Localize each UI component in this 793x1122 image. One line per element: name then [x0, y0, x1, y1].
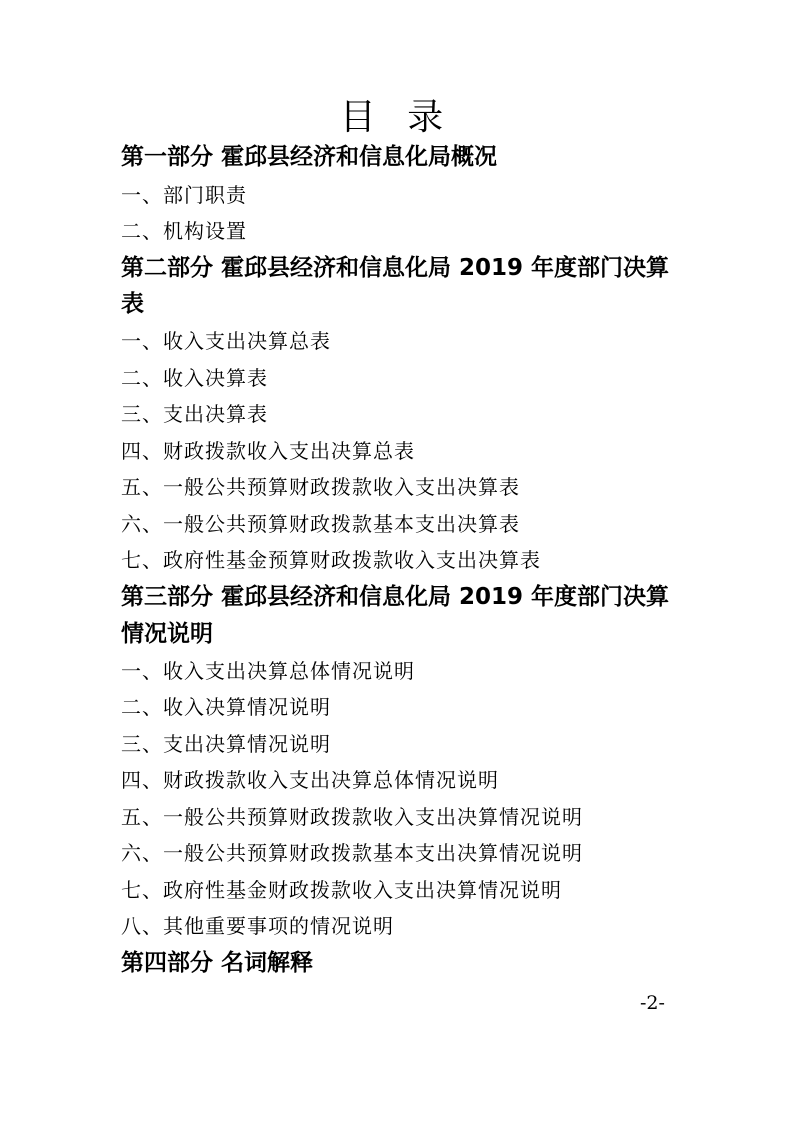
- part1-heading: 第一部分 霍邱县经济和信息化局概况: [121, 144, 498, 170]
- toc-item: 五、一般公共预算财政拨款收入支出决算表: [121, 475, 520, 499]
- toc-item: 七、政府性基金预算财政拨款收入支出决算表: [121, 548, 541, 572]
- toc-item: 一、收入支出决算总体情况说明: [121, 659, 415, 683]
- toc-item: 四、财政拨款收入支出决算总体情况说明: [121, 768, 499, 792]
- toc-item: 八、其他重要事项的情况说明: [121, 914, 394, 938]
- toc-item: 六、一般公共预算财政拨款基本支出决算表: [121, 512, 520, 536]
- part2-heading-line1: 第二部分 霍邱县经济和信息化局 2019 年度部门决算: [121, 255, 670, 281]
- toc-item: 三、支出决算表: [121, 402, 268, 426]
- toc-item: 六、一般公共预算财政拨款基本支出决算情况说明: [121, 841, 583, 865]
- part2-heading-line2: 表: [121, 291, 144, 317]
- toc-item: 七、政府性基金财政拨款收入支出决算情况说明: [121, 878, 562, 902]
- part3-heading-line1: 第三部分 霍邱县经济和信息化局 2019 年度部门决算: [121, 584, 670, 610]
- part3-heading-line2: 情况说明: [121, 621, 213, 647]
- page-title: 目 录: [339, 97, 454, 138]
- toc-item: 二、收入决算情况说明: [121, 695, 331, 719]
- toc-item: 二、机构设置: [121, 219, 247, 243]
- toc-item: 四、财政拨款收入支出决算总表: [121, 439, 415, 463]
- toc-item: 一、部门职责: [121, 183, 247, 207]
- part4-heading: 第四部分 名词解释: [121, 950, 314, 976]
- toc-item: 三、支出决算情况说明: [121, 732, 331, 756]
- page-number: -2-: [640, 992, 665, 1014]
- toc-item: 二、收入决算表: [121, 366, 268, 390]
- toc-item: 一、收入支出决算总表: [121, 329, 331, 353]
- toc-item: 五、一般公共预算财政拨款收入支出决算情况说明: [121, 805, 583, 829]
